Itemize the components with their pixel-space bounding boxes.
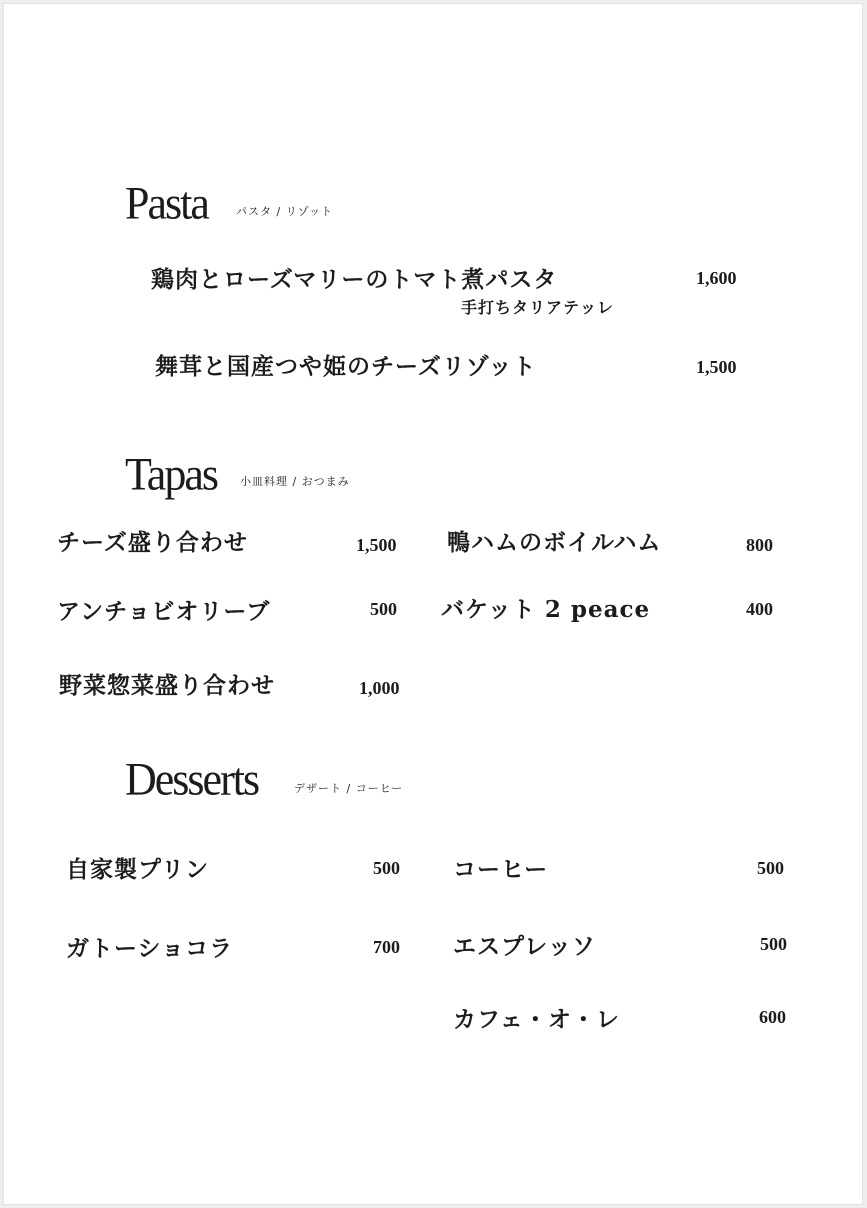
pasta-section-subtitle: パスタ / リゾット: [236, 205, 334, 218]
menu-item-price: 1,600: [696, 268, 737, 288]
tapas-section-title: Tapas: [125, 448, 217, 501]
menu-item-note: 手打ちタリアテッレ: [461, 298, 615, 317]
menu-item-price: 500: [760, 934, 787, 954]
menu-item-price: 500: [370, 599, 397, 619]
menu-item-name: バケット 2 peace: [441, 596, 651, 623]
menu-item-name: カフェ・オ・レ: [453, 1006, 620, 1033]
menu-item-name: 鴨ハムのボイルハム: [447, 529, 662, 556]
menu-item-price: 400: [746, 599, 773, 619]
menu-item-price: 500: [757, 858, 784, 878]
menu-item-price: 1,500: [696, 357, 737, 377]
menu-item-price: 1,500: [356, 535, 397, 555]
pasta-section-title: Pasta: [125, 177, 208, 230]
menu-item-price: 1,000: [359, 678, 400, 698]
menu-item-name: 自家製プリン: [66, 856, 210, 883]
desserts-section-title: Desserts: [125, 753, 259, 806]
menu-item-name: コーヒー: [453, 856, 549, 883]
menu-item-name: チーズ盛り合わせ: [57, 529, 248, 556]
menu-item-name: アンチョビオリーブ: [57, 598, 271, 625]
menu-item-name: ガトーショコラ: [66, 935, 234, 962]
menu-page: [3, 3, 863, 1205]
menu-item-price: 700: [373, 937, 400, 957]
menu-item-name: エスプレッソ: [453, 933, 596, 960]
tapas-section-subtitle: 小皿料理 / おつまみ: [240, 475, 350, 488]
menu-item-price: 600: [759, 1007, 786, 1027]
menu-item-name: 鶏肉とローズマリーのトマト煮パスタ: [151, 266, 558, 293]
menu-item-price: 800: [746, 535, 773, 555]
menu-item-price: 500: [373, 858, 400, 878]
desserts-section-subtitle: デザート / コーヒー: [294, 782, 404, 795]
menu-item-name: 野菜惣菜盛り合わせ: [59, 672, 275, 699]
menu-item-name: 舞茸と国産つや姫のチーズリゾット: [155, 353, 537, 380]
